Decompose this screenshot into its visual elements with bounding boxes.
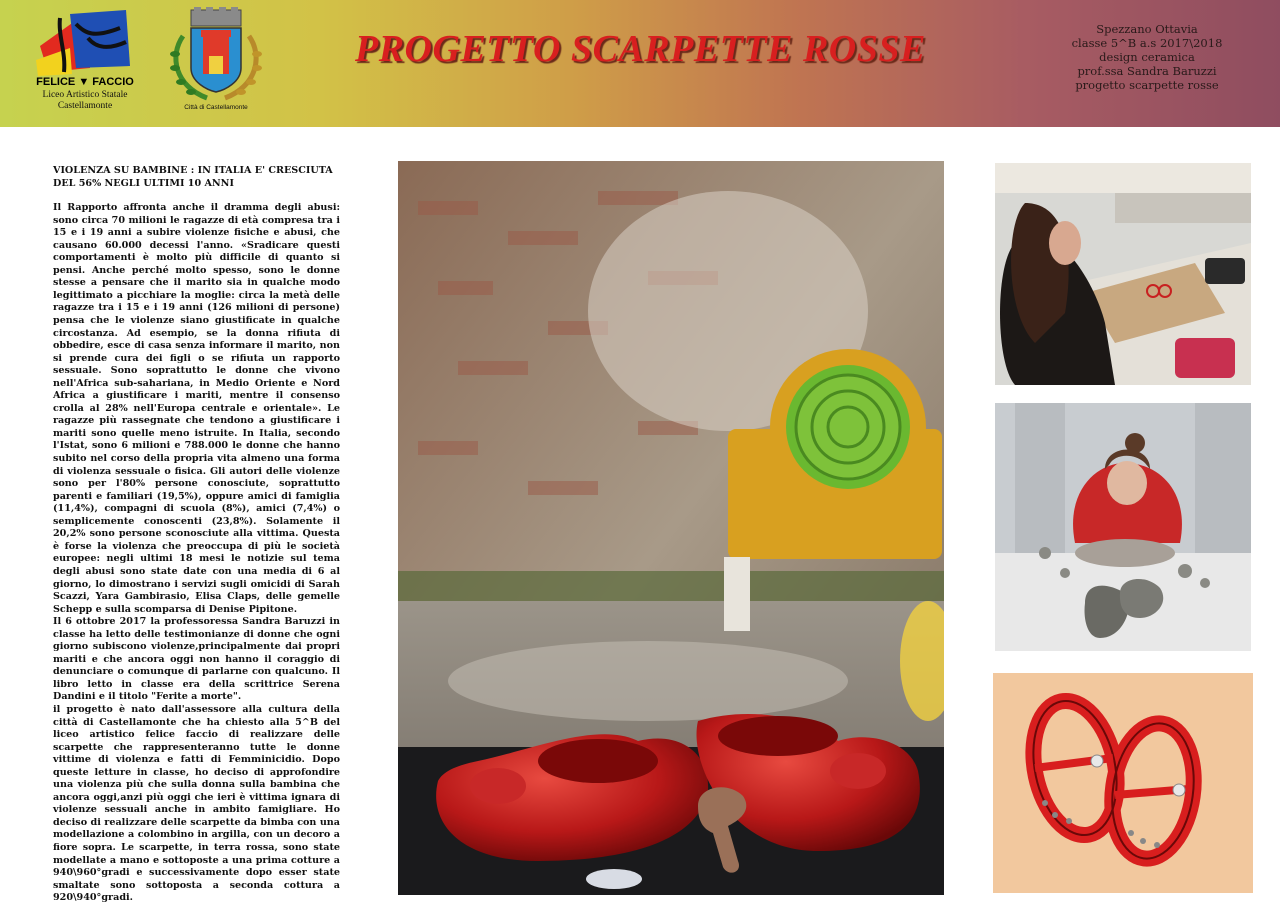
main-photo (398, 161, 944, 895)
city-crest-icon (163, 6, 269, 104)
header-banner (0, 0, 1280, 127)
article-paragraph-2: Il 6 ottobre 2017 la professoressa Sandra Baruzzi in classe ha letto delle testimonianze di donne che ogni giorno subiscono violenze,principalmente dai propri mariti e che ancora oggi non hanno il coraggio di denunciare o comunque di parlarne con qualcuno. Il libro letto in classe era della scrittrice Serena Dandini e il titolo "Ferite a morte". (53, 616, 340, 703)
student-drawing-photo-icon (995, 163, 1251, 385)
side-sketch (993, 673, 1253, 893)
school-logo-icon (30, 8, 140, 78)
article-paragraph-3: il progetto è nato dall'assessore alla cultura della città di Castellamonte che ha chiesto alla 5^B del liceo artistico felice faccio di realizzare delle scarpette che rappresenteranno tutte le donne vittime di violenza e fatti di Femminicidio. Dopo queste letture in classe, ho deciso di approfondire una violenza più che sulla donna sulla bambina che ancora oggi,anzi più oggi che ieri è vittima ignara di violenze sessuali anche in ambito famigliare. Ho deciso di realizzare delle scarpette da bimba con una modellazione a colombino in argilla, con un decoro a fiore sopra. Le scarpette, in terra rossa, sono state modellate a mano e sottoposte a una prima cotture a 940\960°gradi e successivamente dopo esser state smaltate sono sottoposta a seconda cottura a 920\940°gradi. (53, 703, 340, 904)
red-shoes-photo-icon (398, 161, 944, 895)
red-shoes-sketch-icon (993, 673, 1253, 893)
credit-course: design ceramica (1099, 50, 1195, 64)
credit-teacher: prof.ssa Sandra Baruzzi (1077, 64, 1217, 78)
side-photo-modelling (995, 403, 1251, 651)
credit-project: progetto scarpette rosse (1075, 78, 1219, 92)
city-crest (163, 6, 269, 116)
school-subtitle-line2: Castellamonte (57, 101, 113, 111)
credit-class: classe 5^B a.s 2017\2018 (1071, 36, 1223, 50)
school-subtitle-line1: Liceo Artistico Statale (42, 90, 128, 100)
city-caption: Città di Castellamonte (184, 104, 248, 111)
article (53, 165, 340, 905)
school-name: FELICE ▼ FACCIO (36, 76, 134, 88)
credit-author: Spezzano Ottavia (1096, 22, 1198, 36)
article-paragraph-1: Il Rapporto affronta anche il dramma degli abusi: sono circa 70 milioni le ragazze di età compresa tra i 15 e i 19 anni a subire violenze fisiche e abusi, che causano 60.000 decessi l'anno. «Sradicare questi comportamenti è molto più difficile di quanto si pensi. Anche perché molto spesso, sono le donne stesse a pensare che il marito sia in qualche modo legittimato a picchiare la moglie: circa la metà delle ragazze tra i 15 e i 19 anni (126 milioni di persone) pensa che le violenze siano giustificate in qualche circostanza. Ad esempio, se la donna rifiuta di obbedire, esce di casa senza informare il marito, non si prende cura dei figli o se rifiuta un rapporto sessuale. Sono soprattutto le donne che vivono nell'Africa sub-sahariana, in Medio Oriente e Nord Africa a giustificare i mariti, mentre il consenso crolla al 28% nell'Europa centrale e orientale». Le ragazze più rassegnate che tendono a giustificare i mariti sono quelle meno istruite. In Italia, secondo l'Istat, sono 6 milioni e 788.000 le donne che hanno subito nel corso della propria vita almeno una forma di violenza sessuale o fisica. Gli autori delle violenze sono per l'80% persone conosciute, soprattutto parenti e familiari (19,5%), oppure amici di famiglia (11,4%), compagni di scuola (8%), amici (7,4%) o semplicemente conoscenti (23,8%). Solamente il 20,2% sono persone sconosciute alla vittima. Questa è forse la violenza che preoccupa di più le società europee: negli ultimi 18 mesi le notizie sul tema degli abusi sono state date con una media di 6 al giorno, lo dimostrano i servizi sugli omicidi di Sarah Scazzi, Yara Gambirasio, Elisa Claps, delle gemelle Schepp e sulla scomparsa di Denise Pipitone. (53, 202, 340, 615)
school-subtitle (30, 90, 140, 112)
side-photo-drawing (995, 163, 1251, 385)
credits (1062, 22, 1232, 92)
school-logo (30, 8, 140, 116)
page-title: PROGETTO SCARPETTE ROSSE (355, 28, 926, 70)
student-modelling-photo-icon (995, 403, 1251, 651)
article-title: VIOLENZA SU BAMBINE : IN ITALIA E' CRESCIUTA DEL 56% NEGLI ULTIMI 10 ANNI (53, 165, 333, 189)
